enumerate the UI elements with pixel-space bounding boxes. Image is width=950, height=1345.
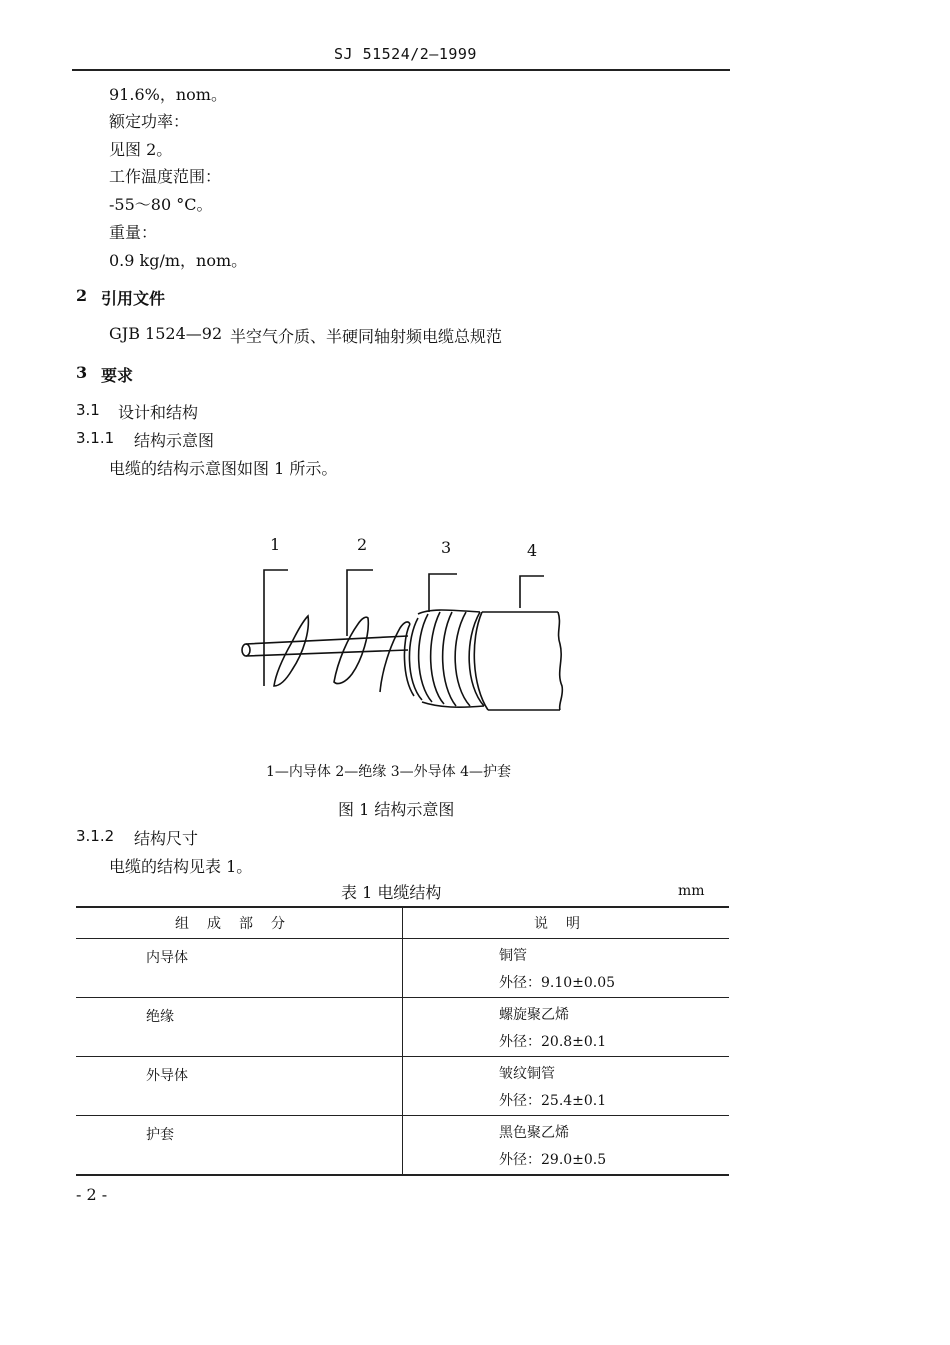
row-part: 绝缘 [146, 1009, 174, 1025]
figure-caption: 图 1 结构示意图 [338, 800, 455, 819]
table-unit: mm [678, 883, 705, 899]
callout-2: 2 [357, 535, 368, 554]
section-3-title: 要求 [101, 366, 134, 385]
power-value: 见图 2。 [109, 140, 173, 159]
callout-leader-1 [264, 570, 288, 686]
section-2-title: 引用文件 [101, 289, 166, 308]
weight-value: 0.9 kg/m，nom。 [109, 251, 248, 270]
sub-3-1-title: 设计和结构 [118, 403, 199, 422]
callout-leader-4 [520, 576, 544, 608]
sub-3-1-1-title: 结构示意图 [134, 431, 215, 450]
row-part: 外导体 [146, 1068, 188, 1084]
callout-3: 3 [441, 538, 452, 557]
row-diameter: 外径：29.0±0.5 [499, 1152, 607, 1168]
table-row [76, 939, 729, 998]
table-row [76, 998, 729, 1057]
header-part: 组成部分 [76, 907, 403, 939]
row-part: 护套 [146, 1127, 174, 1143]
sub-3-1-2-title: 结构尺寸 [134, 829, 199, 848]
row-diameter: 外径：20.8±0.1 [499, 1034, 607, 1050]
table-header-row [76, 907, 729, 939]
inner-conductor-end [242, 644, 250, 656]
callout-4: 4 [527, 541, 538, 560]
row-part: 内导体 [146, 950, 188, 966]
section-3-number: 3 [76, 363, 88, 382]
sub-3-1-1-body: 电缆的结构示意图如图 1 所示。 [109, 459, 338, 478]
section-2-number: 2 [76, 286, 88, 305]
table-caption: 表 1 电缆结构 [341, 883, 442, 902]
header-description: 说明 [403, 907, 730, 939]
header-rule [72, 69, 730, 71]
row-material: 皱纹铜管 [499, 1066, 555, 1082]
insulation-helix-2 [334, 617, 368, 683]
row-diameter: 外径：25.4±0.1 [499, 1093, 607, 1109]
power-label: 额定功率： [109, 112, 190, 131]
sub-3-1-2-body: 电缆的结构见表 1。 [109, 857, 253, 876]
temp-value: -55～80 °C。 [109, 195, 213, 214]
outer-conductor-ring-6 [455, 612, 470, 706]
sub-3-1-1-number: 3.1.1 [76, 429, 115, 447]
row-material: 黑色聚乙烯 [499, 1125, 569, 1141]
figure-legend: 1—内导体 2—绝缘 3—外导体 4—护套 [266, 764, 511, 780]
row-diameter: 外径：9.10±0.05 [499, 975, 616, 991]
page-number: - 2 - [76, 1185, 108, 1204]
table-row [76, 1057, 729, 1116]
outer-conductor-ring-5 [443, 612, 456, 706]
weight-label: 重量： [109, 223, 158, 242]
cable-structure-table [76, 906, 729, 1176]
jacket-break-line [558, 612, 562, 710]
insulation-helix-1 [274, 616, 308, 686]
callout-leader-2 [347, 570, 373, 636]
cable-structure-figure [230, 560, 580, 720]
sub-3-1-number: 3.1 [76, 401, 100, 419]
sub-3-1-2-number: 3.1.2 [76, 827, 115, 845]
row-material: 铜管 [499, 948, 527, 964]
reference-title: 半空气介质、半硬同轴射频电缆总规范 [230, 327, 503, 346]
reference-code: GJB 1524—92 [109, 324, 223, 343]
callout-leader-3 [429, 574, 457, 612]
table-row [76, 1116, 729, 1176]
efficiency-value: 91.6%，nom。 [109, 85, 227, 104]
row-material: 螺旋聚乙烯 [499, 1007, 569, 1023]
temp-label: 工作温度范围： [109, 167, 222, 186]
insulation-helix-3 [380, 622, 410, 692]
callout-1: 1 [270, 535, 281, 554]
jacket-outline [482, 612, 560, 710]
standard-id: SJ 51524/2—1999 [334, 45, 477, 63]
outer-conductor-ring-2 [409, 618, 422, 700]
inner-conductor-tube [246, 636, 408, 656]
